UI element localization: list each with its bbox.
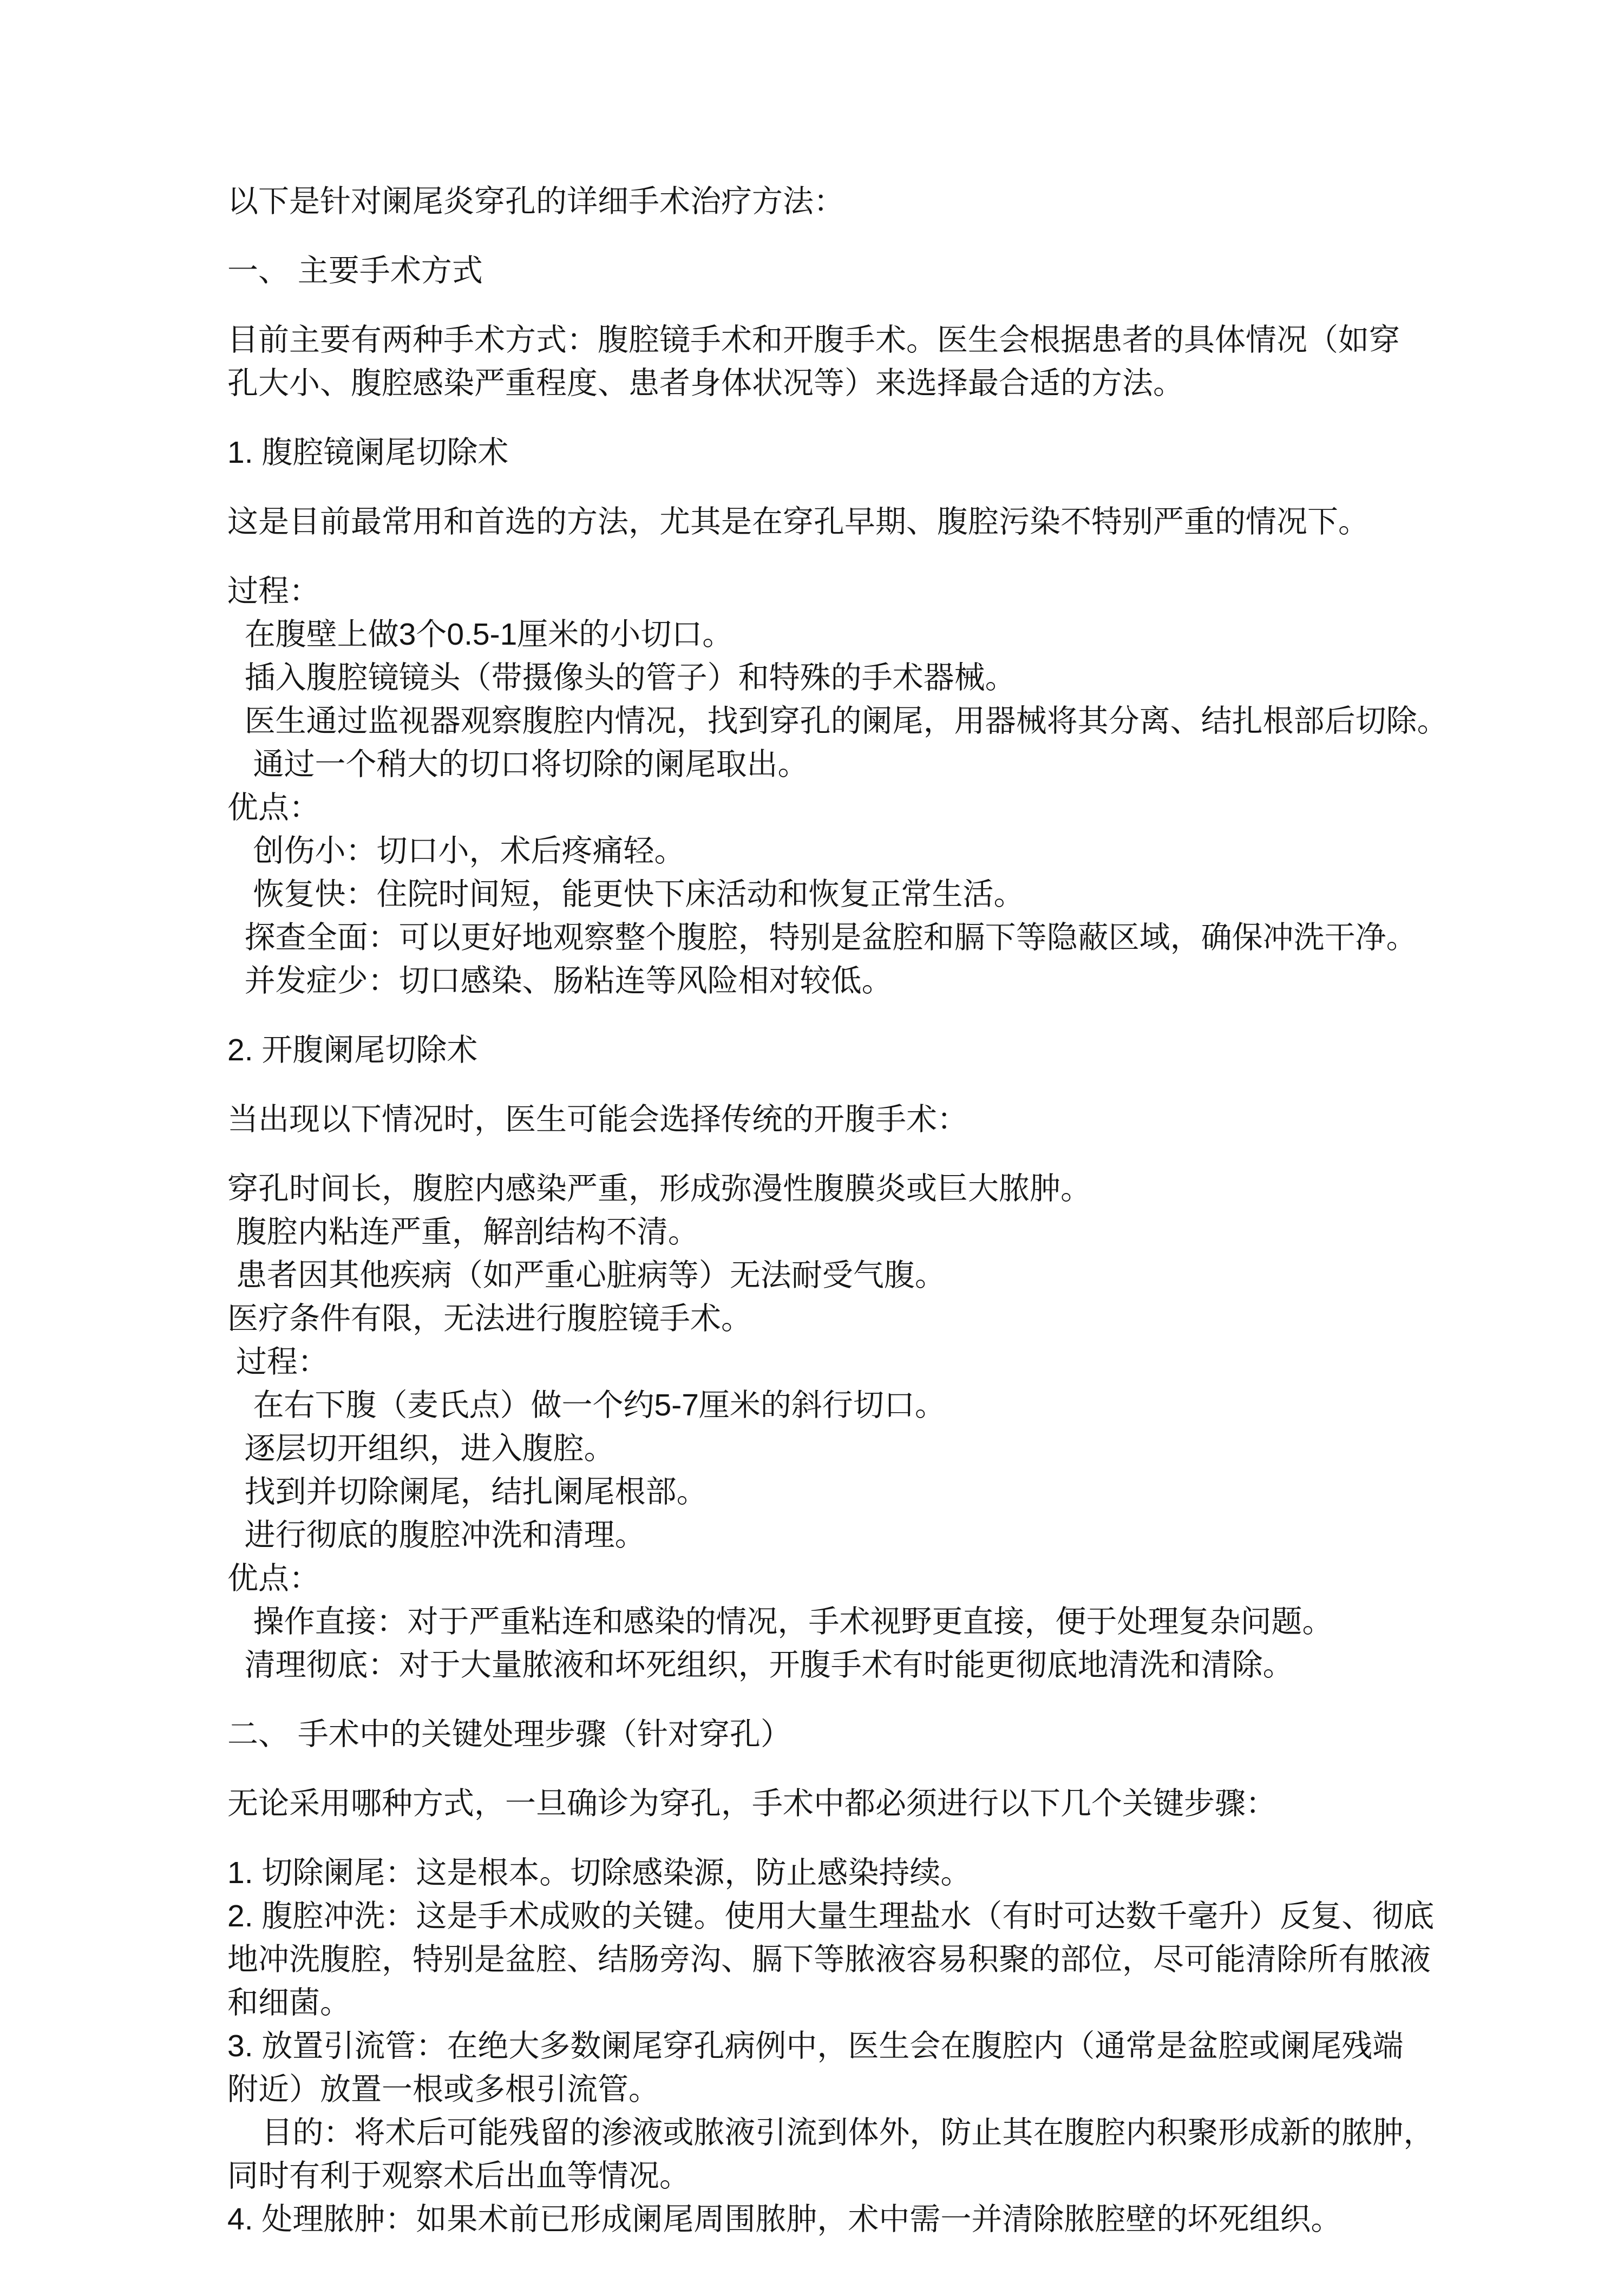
blank-line (227, 543, 1462, 569)
text-line: 医生通过监视器观察腹腔内情况，找到穿孔的阑尾，用器械将其分离、结扎根部后切除。 (227, 704, 1448, 738)
text-line: 2. 开腹阑尾切除术 (227, 1033, 478, 1067)
text-line: 清理彻底：对于大量脓液和坏死组织，开腹手术有时能更彻底地清洗和清除。 (227, 1648, 1294, 1682)
text-line: 当出现以下情况时，医生可能会选择传统的开腹手术： (227, 1102, 968, 1137)
text-line: 目的：将术后可能残留的渗液或脓液引流到体外，防止其在腹腔内积聚形成新的脓肿， (227, 2115, 1435, 2150)
text-line: 目前主要有两种手术方式：腹腔镜手术和开腹手术。医生会根据患者的具体情况（如穿 (227, 323, 1400, 357)
text-line: 地冲洗腹腔，特别是盆腔、结肠旁沟、膈下等脓液容易积聚的部位，尽可能清除所有脓液 (227, 1942, 1431, 1977)
text-line: 过程： (227, 574, 320, 608)
text-line: 过程： (227, 1345, 329, 1379)
text-line: 通过一个稍大的切口将切除的阑尾取出。 (227, 747, 809, 782)
text-line: 以下是针对阑尾炎穿孔的详细手术治疗方法： (227, 184, 844, 219)
text-line: 逐层切开组织，进入腹腔。 (227, 1431, 615, 1466)
text-line: 优点： (227, 790, 320, 825)
text-line: 2. 腹腔冲洗：这是手术成败的关键。使用大量生理盐水（有时可达数千毫升）反复、彻底 (227, 1899, 1435, 1933)
text-line: 无论采用哪种方式，一旦确诊为穿孔，手术中都必须进行以下几个关键步骤： (227, 1786, 1276, 1821)
blank-line (227, 223, 1462, 249)
text-line: 这是目前最常用和首选的方法，尤其是在穿孔早期、腹腔污染不特别严重的情况下。 (227, 504, 1369, 539)
text-line: 在右下腹（麦氏点）做一个约5-7厘米的斜行切口。 (227, 1388, 946, 1422)
text-line: 二、 手术中的关键处理步骤（针对穿孔） (227, 1717, 791, 1752)
text-line: 进行彻底的腹腔冲洗和清理。 (227, 1518, 646, 1552)
blank-line (227, 405, 1462, 431)
text-line: 并发症少：切口感染、肠粘连等风险相对较低。 (227, 963, 893, 998)
text-line: 探查全面：可以更好地观察整个腹腔，特别是盆腔和膈下等隐蔽区域，确保冲洗干净。 (227, 920, 1417, 955)
blank-line (227, 1825, 1462, 1851)
text-line: 找到并切除阑尾，结扎阑尾根部。 (227, 1474, 708, 1509)
blank-line (227, 474, 1462, 500)
text-line: 创伤小：切口小，术后疼痛轻。 (227, 834, 685, 868)
text-line: 一、 主要手术方式 (227, 253, 483, 288)
text-line: 患者因其他疾病（如严重心脏病等）无法耐受气腹。 (227, 1258, 946, 1293)
text-line: 操作直接：对于严重粘连和感染的情况，手术视野更直接，便于处理复杂问题。 (227, 1604, 1333, 1639)
text-line: 插入腹腔镜镜头（带摄像头的管子）和特殊的手术器械。 (227, 660, 1016, 695)
text-line: 同时有利于观察术后出血等情况。 (227, 2159, 690, 2193)
blank-line (227, 1687, 1462, 1713)
text-line: 1. 切除阑尾：这是根本。切除感染源，防止感染持续。 (227, 1855, 972, 1890)
blank-line (227, 292, 1462, 318)
text-line: 1. 腹腔镜阑尾切除术 (227, 435, 509, 470)
text-line: 穿孔时间长，腹腔内感染严重，形成弥漫性腹膜炎或巨大脓肿。 (227, 1171, 1091, 1206)
text-line: 3. 放置引流管：在绝大多数阑尾穿孔病例中，医生会在腹腔内（通常是盆腔或阑尾残端 (227, 2029, 1404, 2063)
text-line: 在腹壁上做3个0.5-1厘米的小切口。 (227, 617, 734, 652)
text-line: 和细菌。 (227, 1985, 351, 2020)
text-line: 附近）放置一根或多根引流管。 (227, 2072, 659, 2107)
blank-line (227, 1072, 1462, 1098)
blank-line (227, 1002, 1462, 1028)
blank-line (227, 1141, 1462, 1167)
text-line: 4. 处理脓肿：如果术前已形成阑尾周围脓肿，术中需一并清除脓腔壁的坏死组织。 (227, 2202, 1342, 2237)
text-line: 腹腔内粘连严重，解剖结构不清。 (227, 1215, 699, 1249)
text-line: 医疗条件有限，无法进行腹腔镜手术。 (227, 1301, 752, 1336)
text-line: 孔大小、腹腔感染严重程度、患者身体状况等）来选择最合适的方法。 (227, 366, 1184, 401)
blank-line (227, 1756, 1462, 1782)
text-line: 优点： (227, 1561, 320, 1596)
text-line: 恢复快：住院时间短，能更快下床活动和恢复正常生活。 (227, 877, 1025, 912)
